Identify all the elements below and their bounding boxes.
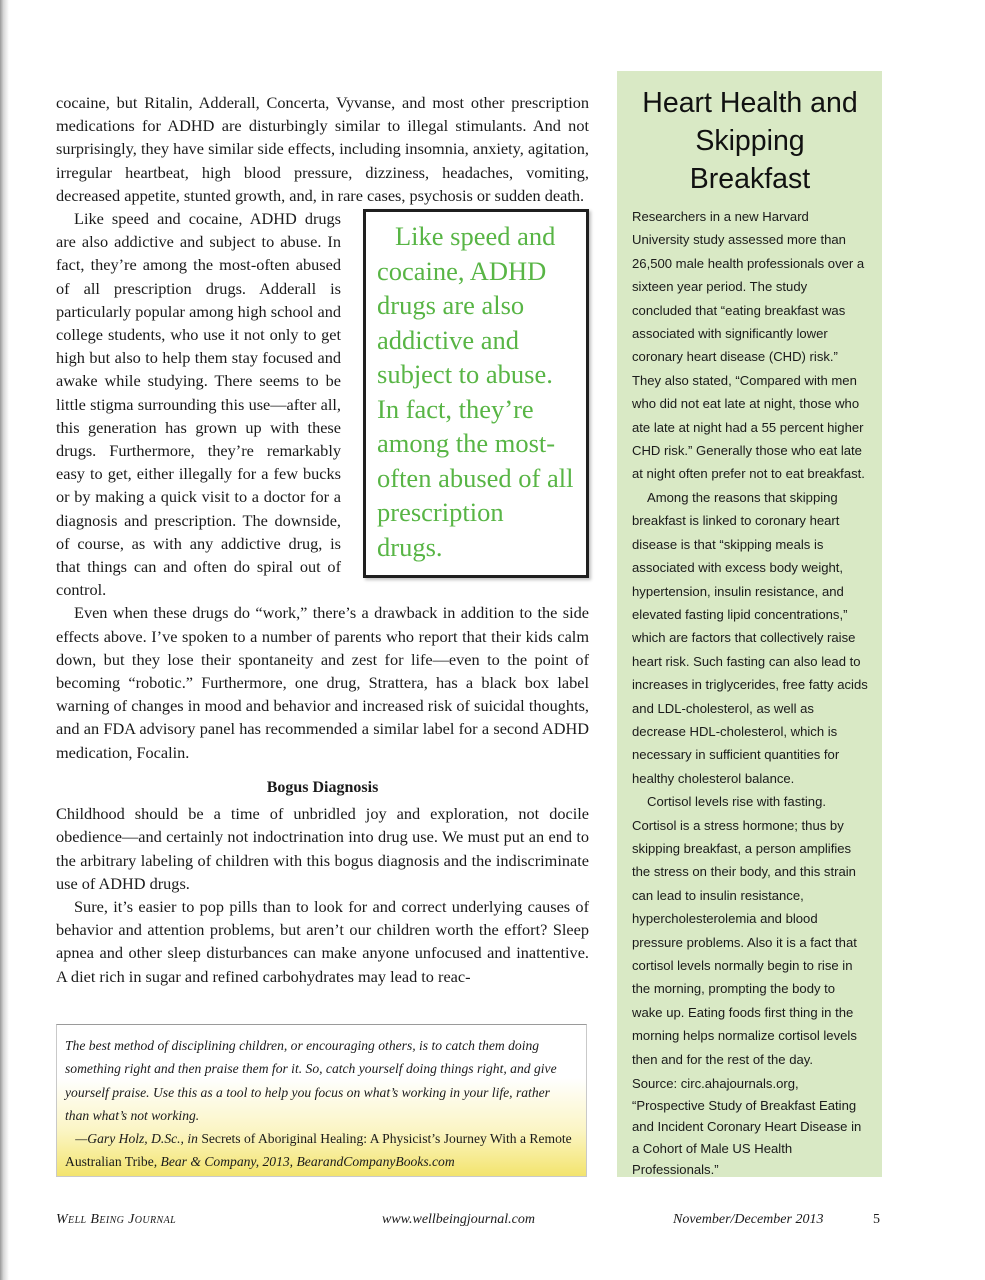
- article-paragraph: Childhood should be a time of unbridled joy and exploration, not docile obedience—and certainly not indoctrination into drug use. We must put an end to the arbitrary labeling of children with this bogus diagnosis and the indiscriminate use of ADHD drugs.: [56, 804, 589, 893]
- quote-attribution: [65, 1127, 576, 1174]
- sidebar-paragraph: Researchers in a new Harvard University study assessed more than 26,500 male health professionals over a sixteen year period. The study concluded that “eating breakfast was associated with significantly lower coronary heart disease (CHD) risk.” They also stated, “Compared with men who did not eat late at night, those who ate late at night had a 55 percent higher CHD risk.” Generally those who eat late at night often prefer not to eat breakfast.: [632, 209, 865, 482]
- article-paragraph: Sure, it’s easier to pop pills than to look for and correct underlying causes of behavior and attention problems, but aren’t our children worth the effort? Sleep apnea and other sleep disturbances can make anyone unfocused and inattentive. A diet rich in sugar and refined carbohydrates may lead to reac-: [56, 896, 589, 986]
- footer-issue-date: November/December 2013: [673, 1212, 824, 1227]
- footer-url: www.wellbeingjournal.com: [382, 1212, 535, 1227]
- sidebar-title: Heart Health and Skipping Breakfast: [642, 87, 858, 195]
- sidebar-paragraph: Among the reasons that skipping breakfast is linked to coronary heart disease is that “skipping meals is associated with excess body weight, hypertension, insulin resistance, and elevated fasting lipid concentrations,” which are factors that collectively raise heart risk. Such fasting can also lead to increases in triglycerides, free fatty acids and LDL-cholesterol, as well as decrease HDL-cholesterol, which is necessary in sufficient quantities for healthy cholesterol balance.: [632, 489, 868, 786]
- footer-page-number: 5: [873, 1212, 880, 1227]
- quote-author: —Gary Holz, D.Sc., in: [75, 1131, 202, 1147]
- pull-quote: Like speed and cocaine, ADHD drugs are also addictive and subject to abuse. In fact, they’re among the most-often abused of all prescription drugs.: [363, 209, 589, 578]
- article-paragraph: cocaine, but Ritalin, Adderall, Concerta, Vyvanse, and most other prescription medications for ADHD are disturbingly similar to illegal stimulants. And not surprisingly, they have similar side effects, including insomnia, anxiety, agitation, irregular heartbeat, high blood pressure, dizziness, headaches, vomiting, decreased appetite, stunted growth, and, in rare cases, psychosis or sudden death.: [56, 93, 589, 205]
- quote-text: The best method of disciplining children, or encouraging others, is to catch them doing something right and then praise them for it. So, catch yourself doing things right, and give yourself praise. Use this as a tool to help you focus on what’s working in your life, rather than what’s not working.: [65, 1038, 557, 1123]
- article-paragraph-text: Like speed and cocaine, ADHD drugs are also addictive and subject to abuse. In fact, they’re among the most-often abused of all prescription drugs. Adderall is particularly popular among high school and college students, who use it not only to get high but also to help them stay focused and awake while studying. There seems to be little stigma surrounding this use—after all, this generation has grown up with these drugs. Furthermore, they’re remarkably easy to get, either illegally for a few bucks or by making a quick visit to a doctor for a diagnosis and prescription. The downside, of course, as with any addictive drug, is that things can and often do spiral out of control.: [56, 209, 341, 600]
- quote-publisher: , Bear & Company, 2013, BearandCompanyBooks.com: [153, 1154, 455, 1170]
- article-paragraph: Even when these drugs do “work,” there’s a drawback in addition to the side effects above. I’ve spoken to a number of parents who report that their kids calm down, but they lose their spontaneity and zest for life—even to the point of becoming “robotic.” Furthermore, one drug, Strattera, has a black box label warning of changes in mood and behavior and increased risk of suicidal thoughts, and an FDA advisory panel has recommended a similar label for a second ADHD medication, Focalin.: [56, 603, 589, 762]
- page-footer: [56, 1212, 886, 1234]
- main-article-column: [56, 91, 589, 988]
- sidebar-source: Source: circ.ahajournals.org, “Prospective Study of Breakfast Eating and Incident Coronary Heart Disease in a Cohort of Male US Health Professionals.”: [632, 1076, 862, 1178]
- section-heading: Bogus Diagnosis: [266, 778, 379, 796]
- quote-book-title: Secrets of Aboriginal Healing: A Physicist’s Journey With a Remote Australian Tribe: [65, 1131, 572, 1170]
- quote-box: [56, 1024, 587, 1177]
- sidebar-box: [617, 71, 882, 1177]
- sidebar-paragraph: Cortisol levels rise with fasting. Cortisol is a stress hormone; thus by skipping breakfast, a person amplifies the stress on their body, and this strain can lead to insulin resistance, hypercholesterolemia and blood pressure problems. Also it is a fact that cortisol levels normally begin to rise in the morning, prompting the body to wake up. Eating foods first thing in the morning helps normalize cortisol levels then and for the rest of the day.: [632, 794, 857, 1067]
- page-edge-shadow: [0, 0, 9, 1280]
- footer-journal-name: Well Being Journal: [56, 1212, 177, 1227]
- article-paragraph: [56, 207, 589, 601]
